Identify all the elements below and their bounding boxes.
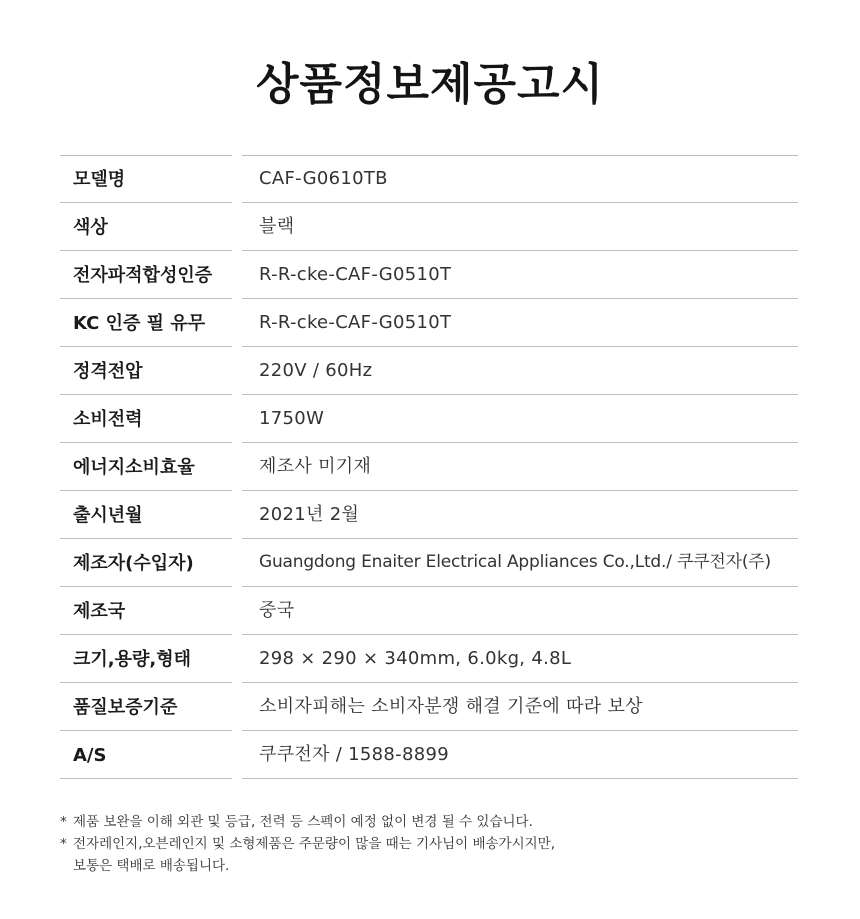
row-value: 쿠쿠전자 / 1588-8899 xyxy=(259,744,449,765)
row-value: 블랙 xyxy=(259,216,295,237)
row-label: 크기,용량,형태 xyxy=(73,649,192,670)
row-label: 모델명 xyxy=(73,169,126,190)
row-value: R-R-cke-CAF-G0510T xyxy=(259,312,452,333)
table-row-color xyxy=(60,203,798,251)
footnotes xyxy=(60,811,800,877)
row-value: 중국 xyxy=(259,600,295,621)
row-label: 에너지소비효율 xyxy=(73,457,195,478)
row-label: 품질보증기준 xyxy=(73,697,178,718)
footnote-text: 전자레인지,오븐레인지 및 소형제품은 주문량이 많을 때는 기사님이 배송가시지만, xyxy=(73,836,556,852)
footnote-text: 제품 보완을 이해 외관 및 등급, 전력 등 스펙이 예정 없이 변경 될 수 있습니다. xyxy=(73,814,533,830)
table-row-size-capacity-form xyxy=(60,635,798,683)
row-label: 소비전력 xyxy=(73,409,143,430)
footnote-item xyxy=(60,833,800,877)
asterisk-mark: * xyxy=(60,814,67,830)
product-info-table xyxy=(60,155,798,779)
table-row-release-date xyxy=(60,491,798,539)
row-label: KC 인증 필 유무 xyxy=(73,313,206,334)
row-label: 제조자(수입자) xyxy=(73,553,194,574)
row-value: 298 × 290 × 340mm, 6.0kg, 4.8L xyxy=(259,648,572,669)
row-value: 소비자피해는 소비자분쟁 해결 기준에 따라 보상 xyxy=(259,696,643,717)
row-label: A/S xyxy=(73,745,107,766)
row-label: 정격전압 xyxy=(73,361,143,382)
table-row-manufacturer xyxy=(60,539,798,587)
asterisk-mark: * xyxy=(60,836,67,852)
footnote-text: 보통은 택배로 배송됩니다. xyxy=(73,858,230,874)
row-label: 출시년월 xyxy=(73,505,143,526)
row-label: 전자파적합성인증 xyxy=(73,265,213,286)
table-row-model-name xyxy=(60,155,798,203)
table-row-kc-certification xyxy=(60,299,798,347)
row-value: 2021년 2월 xyxy=(259,504,360,525)
table-row-emc-certification xyxy=(60,251,798,299)
table-row-power-consumption xyxy=(60,395,798,443)
table-row-after-service xyxy=(60,731,798,779)
table-row-country-of-manufacture xyxy=(60,587,798,635)
table-row-energy-efficiency xyxy=(60,443,798,491)
row-value: Guangdong Enaiter Electrical Appliances Co.,Ltd./ 쿠쿠전자(주) xyxy=(259,552,771,572)
row-value: 제조사 미기재 xyxy=(259,456,372,477)
row-value: R-R-cke-CAF-G0510T xyxy=(259,264,452,285)
row-value: 220V / 60Hz xyxy=(259,360,373,381)
page-title: 상품정보제공고시 xyxy=(255,59,605,110)
row-label: 색상 xyxy=(73,217,108,238)
row-label: 제조국 xyxy=(73,601,126,622)
table-row-rated-voltage xyxy=(60,347,798,395)
table-row-quality-warranty xyxy=(60,683,798,731)
footnote-item xyxy=(60,811,800,833)
row-value: CAF-G0610TB xyxy=(259,168,388,189)
row-value: 1750W xyxy=(259,408,325,429)
